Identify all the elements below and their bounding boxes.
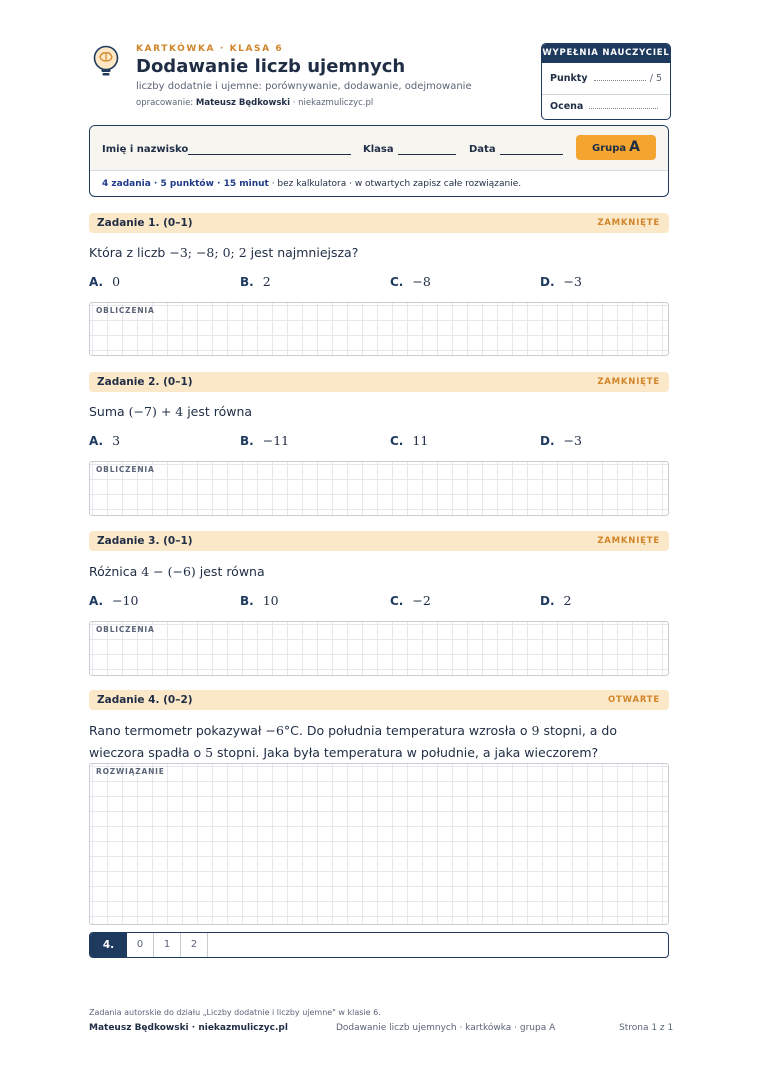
footer-page-number: Strona 1 z 1 — [619, 1023, 674, 1033]
task-2-question-text: Suma — [89, 404, 129, 419]
quiz-info — [102, 179, 521, 189]
points-label: Punkty — [550, 73, 588, 84]
task-3-question-end: jest równa — [195, 564, 265, 579]
task-2-answer-c[interactable] — [390, 433, 428, 448]
answer-letter: C. — [390, 275, 404, 289]
group-badge — [576, 135, 656, 160]
task-3-type: ZAMKNIĘTE — [597, 536, 660, 546]
task-4-text: C. Do południa temperatura wzrosła o — [290, 723, 532, 738]
credits-site: · niekazmuliczyc.pl — [292, 98, 374, 108]
class-field[interactable] — [398, 154, 456, 155]
teacher-box-heading: WYPEŁNIA NAUCZYCIEL — [542, 44, 670, 63]
task-1-question-math: −3; −8; 0; 2 — [169, 245, 247, 260]
task-2-type: ZAMKNIĘTE — [597, 377, 660, 387]
task-2-question-end: jest równa — [183, 404, 253, 419]
task-3-answer-c[interactable] — [390, 593, 431, 608]
task-4-type: OTWARTE — [608, 695, 660, 705]
credits — [136, 98, 373, 108]
answer-value: −3 — [563, 274, 582, 289]
task-1-type: ZAMKNIĘTE — [597, 218, 660, 228]
task-4-solution-area[interactable] — [89, 763, 669, 925]
score-option[interactable]: 2 — [181, 933, 208, 957]
answer-letter: A. — [89, 275, 104, 289]
task-3-answer-d[interactable] — [540, 593, 571, 608]
answer-value: −3 — [563, 433, 582, 448]
task-4-text: wieczora spadła o — [89, 745, 206, 760]
points-row — [550, 73, 662, 84]
answer-value: −10 — [112, 593, 139, 608]
task-2-work-label: OBLICZENIA — [96, 465, 155, 474]
task-4-question-line-2 — [89, 745, 598, 760]
lightbulb-brain-icon — [91, 45, 121, 79]
task-3-work-label: OBLICZENIA — [96, 625, 155, 634]
task-2-header — [89, 372, 669, 392]
task-4-math: −6° — [265, 723, 291, 738]
answer-letter: A. — [89, 594, 104, 608]
quiz-info-summary: 4 zadania · 5 punktów · 15 minut — [102, 179, 269, 189]
task-1-label: Zadanie 1. (0–1) — [97, 217, 193, 229]
task-4-math: 9 — [531, 723, 540, 738]
answer-value: 3 — [112, 433, 121, 448]
answer-letter: C. — [390, 594, 404, 608]
task-1-question-end: jest najmniejsza? — [246, 245, 359, 260]
task-1-answer-d[interactable] — [540, 274, 582, 289]
task-4-header — [89, 690, 669, 710]
footer-note: Zadania autorskie do działu „Liczby dodatnie i liczby ujemne" w klasie 6. — [89, 1008, 381, 1017]
answer-value: −11 — [262, 433, 290, 448]
answer-letter: B. — [240, 275, 254, 289]
student-fields-row — [90, 126, 668, 171]
answer-letter: D. — [540, 594, 555, 608]
task-3-answer-a[interactable] — [89, 593, 138, 608]
student-info-box — [89, 125, 669, 197]
task-4-label: Zadanie 4. (0–2) — [97, 694, 193, 706]
task-1-answer-a[interactable] — [89, 274, 120, 289]
task-4-text: Rano termometr pokazywał — [89, 723, 266, 738]
task-3-question — [89, 564, 265, 579]
answer-value: −8 — [412, 274, 431, 289]
page-title: Dodawanie liczb ujemnych — [136, 56, 406, 77]
answer-value: −2 — [412, 593, 431, 608]
task-4-math: 5 — [205, 745, 214, 760]
group-letter: A — [629, 139, 640, 155]
points-max: / 5 — [649, 73, 662, 84]
page-subtitle: liczby dodatnie i ujemne: porównywanie, dodawanie, odejmowanie — [136, 81, 472, 92]
answer-letter: B. — [240, 434, 254, 448]
name-field[interactable] — [188, 154, 351, 155]
teacher-box-divider — [542, 94, 670, 95]
task-1-work-area[interactable] — [89, 302, 669, 356]
grade-field[interactable] — [589, 108, 658, 109]
task-4-text: stopni, a do — [539, 723, 617, 738]
task-4-work-label: ROZWIĄZANIE — [96, 767, 165, 776]
task-2-question-math: (−7) + 4 — [128, 404, 184, 419]
task-2-work-area[interactable] — [89, 461, 669, 516]
task-1-answer-b[interactable] — [240, 274, 271, 289]
task-1-work-label: OBLICZENIA — [96, 306, 155, 315]
quiz-kicker: KARTKÓWKA · KLASA 6 — [136, 44, 284, 54]
credits-prefix: opracowanie: — [136, 98, 194, 108]
date-label: Data — [469, 144, 496, 155]
answer-letter: D. — [540, 275, 555, 289]
task-3-answer-b[interactable] — [240, 593, 279, 608]
answer-letter: C. — [390, 434, 404, 448]
task-2-answer-b[interactable] — [240, 433, 289, 448]
answer-value: 2 — [262, 274, 271, 289]
task-4-text: stopni. Jaka była temperatura w południe, a jaka wieczorem? — [213, 745, 599, 760]
task-3-work-area[interactable] — [89, 621, 669, 676]
teacher-box — [541, 43, 671, 120]
credits-author: Mateusz Będkowski — [195, 98, 291, 108]
task-1-question — [89, 245, 358, 260]
task-1-question-text: Która z liczb — [89, 245, 170, 260]
answer-value: 0 — [112, 274, 121, 289]
task-1-header — [89, 213, 669, 233]
date-field[interactable] — [500, 154, 563, 155]
answer-value: 11 — [412, 433, 429, 448]
group-label: Grupa — [591, 143, 627, 154]
answer-value: 10 — [262, 593, 279, 608]
quiz-info-rules: · bez kalkulatora · w otwartych zapisz całe rozwiązanie. — [268, 179, 522, 189]
score-task-number: 4. — [90, 933, 127, 957]
grade-row — [550, 101, 662, 112]
answer-letter: B. — [240, 594, 254, 608]
task-4-question-line-1 — [89, 723, 617, 738]
footer-center: Dodawanie liczb ujemnych · kartkówka · grupa A — [336, 1023, 556, 1033]
footer-author: Mateusz Będkowski · niekazmuliczyc.pl — [89, 1023, 288, 1033]
name-label: Imię i nazwisko — [102, 144, 189, 155]
task-2-answer-a[interactable] — [89, 433, 120, 448]
points-field[interactable] — [594, 80, 646, 81]
task-4-score-bar — [89, 932, 669, 958]
answer-letter: A. — [89, 434, 104, 448]
task-3-question-text: Różnica — [89, 564, 142, 579]
task-2-question — [89, 404, 252, 419]
score-option[interactable]: 0 — [127, 933, 154, 957]
answer-value: 2 — [563, 593, 572, 608]
class-label: Klasa — [363, 144, 394, 155]
task-3-label: Zadanie 3. (0–1) — [97, 535, 193, 547]
task-2-label: Zadanie 2. (0–1) — [97, 376, 193, 388]
task-3-question-math: 4 − (−6) — [141, 564, 196, 579]
score-option[interactable]: 1 — [154, 933, 181, 957]
task-2-answer-d[interactable] — [540, 433, 582, 448]
task-3-header — [89, 531, 669, 551]
grade-label: Ocena — [550, 101, 584, 112]
task-1-answer-c[interactable] — [390, 274, 431, 289]
answer-letter: D. — [540, 434, 555, 448]
